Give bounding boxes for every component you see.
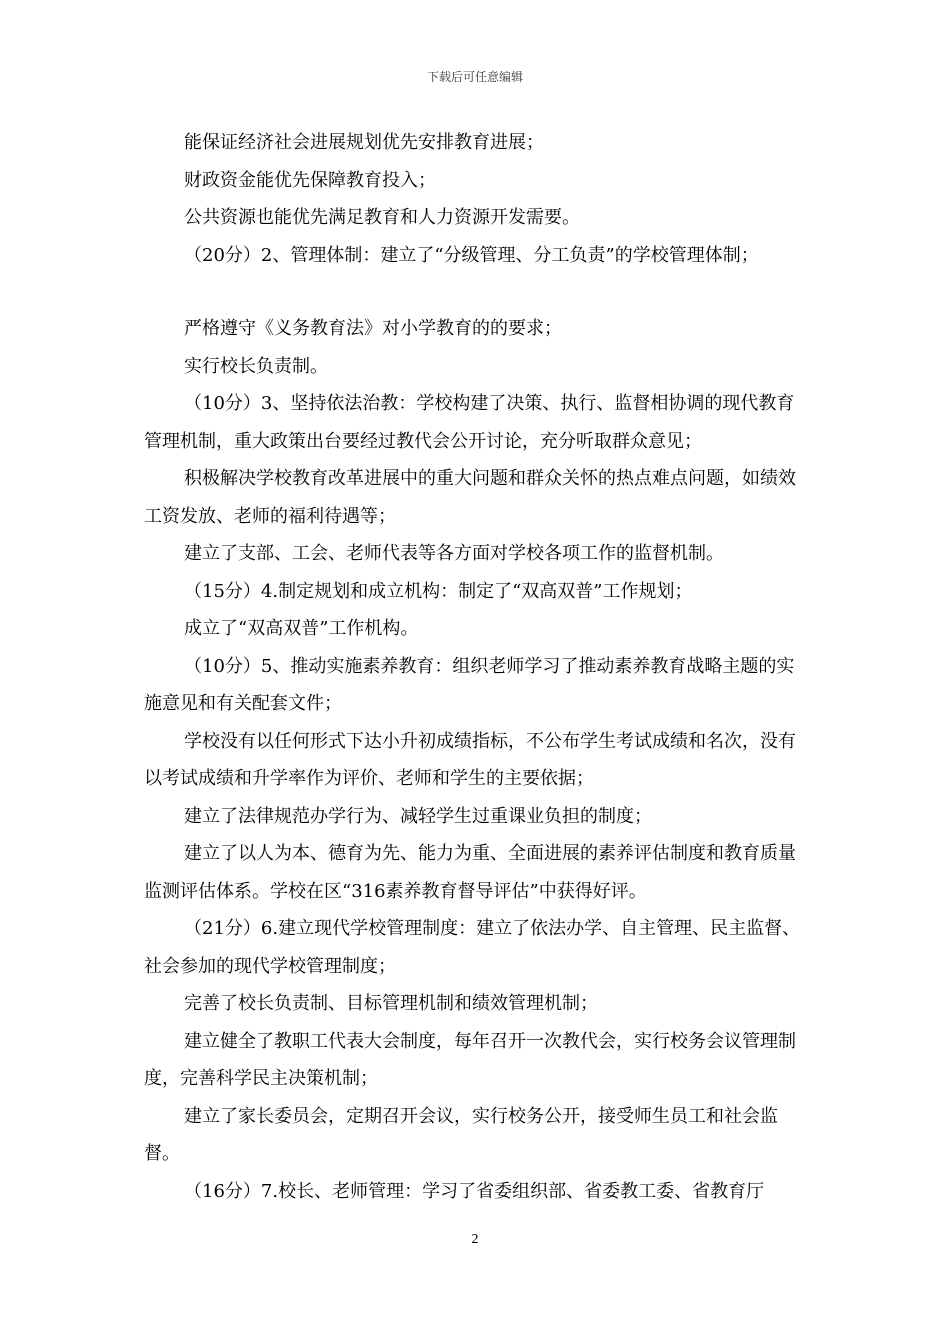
paragraph: 建立了以人为本、德育为先、能力为重、全面进展的素养评估制度和教育质量监测评估体系。学校在区“316素养教育督导评估”中获得好评。 xyxy=(144,843,796,902)
paragraph: 建立了家长委员会，定期召开会议，实行校务公开，接受师生员工和社会监督。 xyxy=(144,1105,778,1164)
paragraph: （15分）4.制定规划和成立机构：制定了“双高双普”工作规划； xyxy=(184,580,693,602)
paragraph: 建立健全了教职工代表大会制度，每年召开一次教代会，实行校务会议管理制度，完善科学民主决策机制； xyxy=(144,1030,796,1089)
paragraph: 学校没有以任何形式下达小升初成绩指标，不公布学生考试成绩和名次，没有以考试成绩和升学率作为评价、老师和学生的主要依据； xyxy=(144,730,796,789)
paragraph: 积极解决学校教育改革进展中的重大问题和群众关怀的热点难点问题，如绩效工资发放、老师的福利待遇等； xyxy=(144,468,796,527)
paragraph: （10分）5、推动实施素养教育：组织老师学习了推动素养教育战略主题的实施意见和有关配套文件； xyxy=(144,655,795,714)
paragraph: 能保证经济社会进展规划优先安排教育进展； xyxy=(184,132,544,153)
document-body xyxy=(144,124,812,1210)
paragraph: 严格遵守《义务教育法》对小学教育的的要求； xyxy=(184,318,562,339)
paragraph: 建立了法律规范办学行为、减轻学生过重课业负担的制度； xyxy=(184,805,652,827)
page-number: 2 xyxy=(471,1232,479,1247)
paragraph: （16分）7.校长、老师管理：学习了省委组织部、省委教工委、省教育厅 xyxy=(184,1180,765,1202)
paragraph: 完善了校长负责制、目标管理机制和绩效管理机制； xyxy=(184,993,598,1014)
paragraph: （20分）2、管理体制：建立了“分级管理、分工负责”的学校管理体制； xyxy=(184,244,759,266)
paragraph: 实行校长负责制。 xyxy=(184,355,328,377)
paragraph: 成立了“双高双普”工作机构。 xyxy=(184,618,419,639)
paragraph: 财政资金能优先保障教育投入； xyxy=(184,169,436,191)
paragraph: （21分）6.建立现代学校管理制度：建立了依法办学、自主管理、民主监督、社会参加的现代学校管理制度； xyxy=(144,918,801,977)
page-header: 下载后可任意编辑 xyxy=(426,70,523,84)
paragraph: 公共资源也能优先满足教育和人力资源开发需要。 xyxy=(184,207,580,228)
paragraph: 建立了支部、工会、老师代表等各方面对学校各项工作的监督机制。 xyxy=(184,543,724,564)
paragraph: （10分）3、坚持依法治教：学校构建了决策、执行、监督相协调的现代教育管理机制，重大政策出台要经过教代会公开讨论，充分听取群众意见； xyxy=(144,393,795,452)
